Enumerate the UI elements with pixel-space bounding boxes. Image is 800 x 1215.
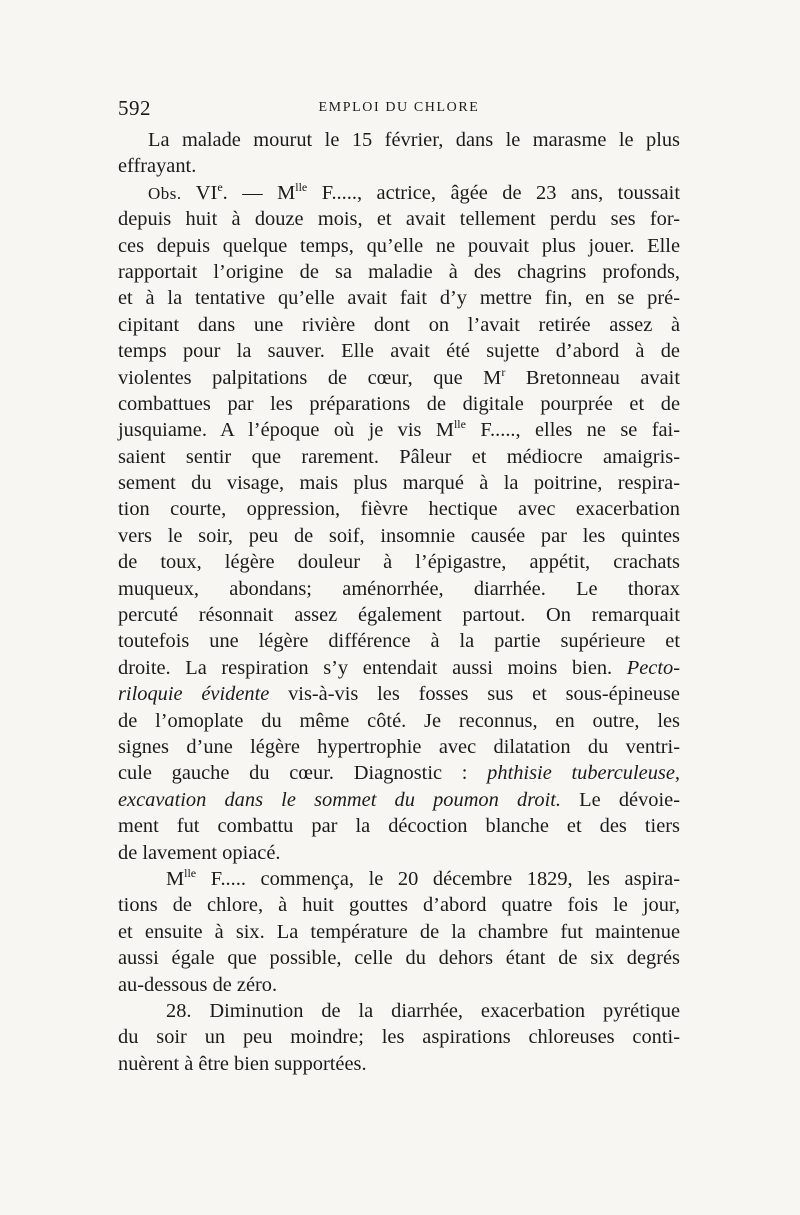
text-span: VI [181,181,218,204]
text-line [118,892,680,918]
text-line [118,866,680,892]
text-span: tion courte, oppression, fièvre hectique avec exacerbation [118,498,680,521]
text-span: depuis huit à douze mois, et avait tellement perdu ses for- [118,208,680,231]
text-span: F....., actrice, âgée de 23 ans, toussait [307,181,680,204]
text-line [118,628,680,654]
text-span: aussi égale que possible, celle du dehors étant de six degrés [118,947,680,970]
text-span: droite. La respiration s’y entendait aussi moins bien. [118,656,627,679]
text-span: de l’omoplate du même côté. Je reconnus, en outre, les [118,709,680,732]
text-span: Bretonneau avait [505,366,681,389]
superscript: lle [295,179,308,194]
italic-text: excavation dans le sommet du poumon droit. [118,788,561,811]
text-line [118,153,680,179]
text-line [118,998,680,1024]
text-span: ment fut combattu par la décoction blanche et des tiers [118,815,680,838]
text-line [118,813,680,839]
italic-text: riloquie évidente [118,683,270,706]
text-span: F....., elles ne se fai- [465,419,680,442]
text-line [118,602,680,628]
page-header [118,96,680,122]
text-line [118,259,680,285]
text-span: vers le soir, peu de soif, insomnie causée par les quintes [118,524,680,547]
text-span: rapportait l’origine de sa maladie à des chagrins profonds, [118,260,680,283]
superscript: lle [453,417,466,432]
text-line [118,1024,680,1050]
text-line [118,470,680,496]
text-span: M [166,867,185,890]
body-text [118,127,680,1077]
superscript: e [217,179,223,194]
text-span: F..... commença, le 20 décembre 1829, les aspira- [196,867,680,890]
italic-text: phthisie tuberculeuse, [487,762,680,785]
text-span: percuté résonnait assez également partout. On remarquait [118,604,680,627]
text-span: 28. Diminution de la diarrhée, exacerbation pyrétique [166,999,680,1022]
text-span: toutefois une légère différence à la partie supérieure et [118,630,680,653]
text-line [118,233,680,259]
text-span: de toux, légère douleur à l’épigastre, appétit, crachats [118,551,680,574]
text-span: combattues par les préparations de digitale pourprée et de [118,392,680,415]
text-span: temps pour la sauver. Elle avait été sujette d’abord à de [118,340,680,363]
italic-text: Pecto- [626,656,680,679]
text-line [118,840,680,866]
text-line [118,760,680,786]
text-line [118,1051,680,1077]
page-number: 592 [118,96,151,120]
observation-label: Obs. [148,183,182,203]
text-span: muqueux, abondans; aménorrhée, diarrhée. Le thorax [118,577,680,600]
running-title: EMPLOI DU CHLORE [318,100,480,115]
text-line [118,391,680,417]
text-span: signes d’une légère hypertrophie avec dilatation du ventri- [118,735,680,758]
text-line [118,285,680,311]
text-span: violentes palpitations de cœur, que M [118,366,502,389]
text-span: du soir un peu moindre; les aspirations chloreuses conti- [118,1026,680,1049]
text-line [118,708,680,734]
text-span: . — M [222,181,296,204]
text-line [118,444,680,470]
text-line [118,523,680,549]
text-line [118,919,680,945]
text-span: Le dévoie- [561,788,680,811]
observation-heading-line [118,180,680,206]
text-span: vis-à-vis les fosses sus et sous-épineuse [269,683,680,706]
superscript: lle [184,865,197,880]
text-span: saient sentir que rarement. Pâleur et médiocre amaigris- [118,445,680,468]
text-line [118,945,680,971]
text-line [118,787,680,813]
text-span: de lavement opiacé. [118,841,281,864]
text-line [118,338,680,364]
text-span: et ensuite à six. La température de la chambre fut maintenue [118,920,680,943]
text-span: jusquiame. A l’époque où je vis M [118,419,454,442]
text-span: nuèrent à être bien supportées. [118,1052,367,1075]
text-span: effrayant. [118,155,197,178]
text-span: au-dessous de zéro. [118,973,278,996]
text-line [118,549,680,575]
text-line [118,681,680,707]
superscript: r [501,364,506,379]
text-line [118,734,680,760]
text-line [118,972,680,998]
text-line [118,127,680,153]
text-line [118,365,680,391]
text-line [118,312,680,338]
text-line [118,206,680,232]
text-span: sement du visage, mais plus marqué à la poitrine, respira- [118,472,680,495]
text-span: et à la tentative qu’elle avait fait d’y mettre fin, en se pré- [118,287,680,310]
text-span: ces depuis quelque temps, qu’elle ne pouvait plus jouer. Elle [118,234,680,257]
text-line [118,576,680,602]
text-span: cule gauche du cœur. Diagnostic : [118,762,488,785]
text-span: tions de chlore, à huit gouttes d’abord quatre fois le jour, [118,894,680,917]
text-line [118,417,680,443]
text-line [118,496,680,522]
text-span: cipitant dans une rivière dont on l’avait retirée assez à [118,313,680,336]
text-span: La malade mourut le 15 février, dans le marasme le plus [148,129,680,151]
text-line [118,655,680,681]
